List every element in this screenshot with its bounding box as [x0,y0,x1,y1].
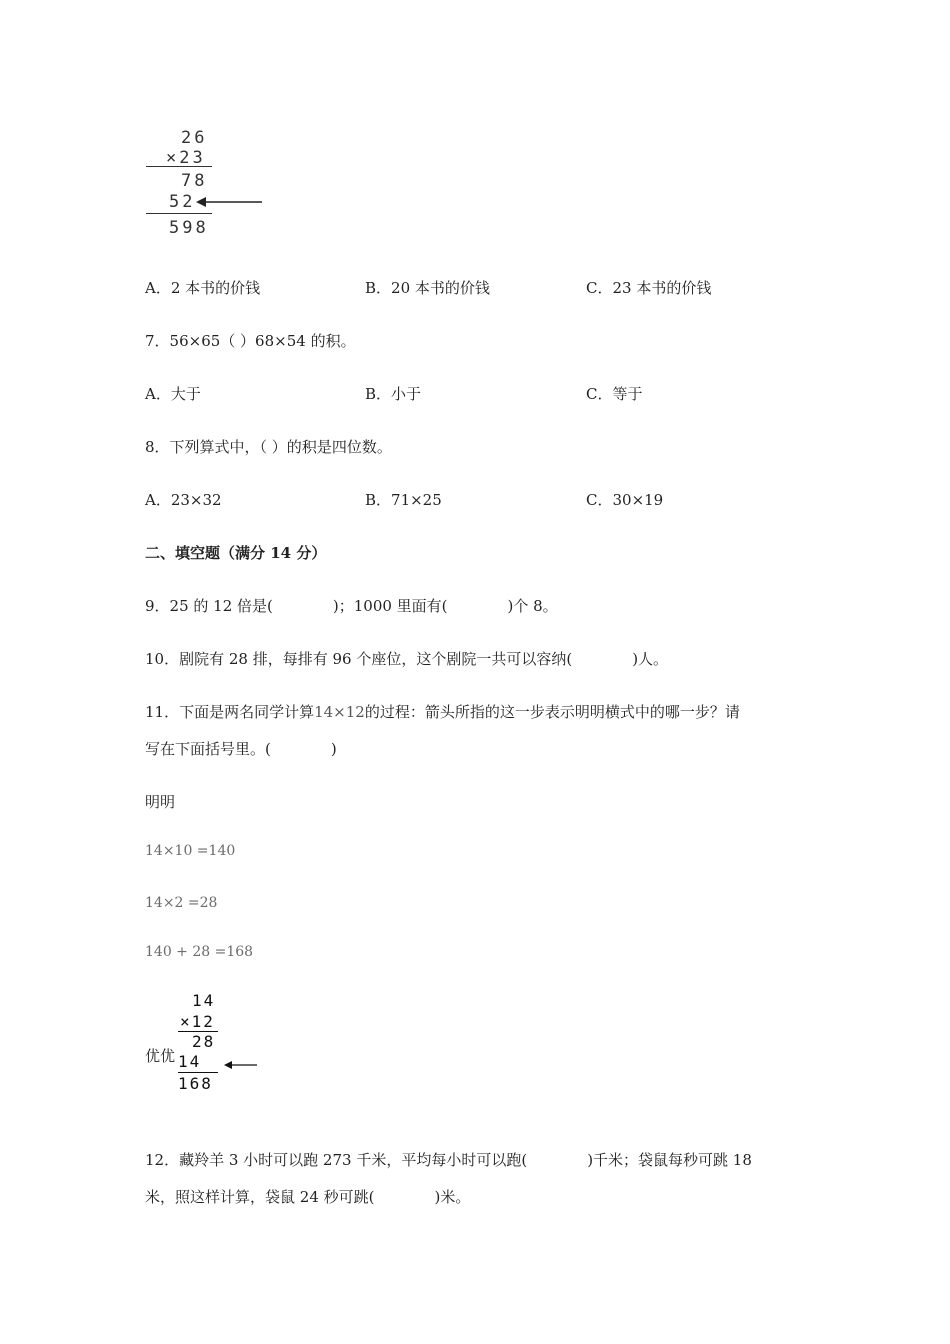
figure-rule-1 [146,166,212,167]
q11-line-2: 写在下面括号里。( ) [145,740,337,758]
arrow-left-icon [196,196,264,208]
q7-option-c[interactable]: C．等于 [586,385,643,403]
q6-option-c[interactable]: C．23 本书的价钱 [586,279,712,297]
figure-row-product: 598 [169,218,209,238]
youyou-row-partial-1: 28 [192,1032,216,1051]
figure-rule-2 [146,213,212,214]
mingming-step-2: 14×2 =28 [145,895,218,911]
student-name-youyou: 优优 [145,1047,176,1065]
figure-row-partial-1: 78 [181,171,208,191]
q8-option-b[interactable]: B．71×25 [365,491,442,509]
student-name-mingming: 明明 [145,793,176,811]
mingming-step-3: 140 + 28 =168 [145,944,254,960]
q7-option-a[interactable]: A．大于 [145,385,201,403]
q11-expression: 14×12 [314,703,365,721]
q8-option-c[interactable]: C．30×19 [586,491,664,509]
q11-prefix: 11．下面是两名同学计算 [145,703,315,721]
arrow-left-icon [224,1060,258,1070]
youyou-row-product: 168 [178,1074,213,1093]
youyou-rule-2 [178,1072,218,1073]
youyou-row-partial-2: 14 [178,1052,202,1071]
figure-row-multiplier: ×23 [166,148,206,168]
q6-option-a[interactable]: A．2 本书的价钱 [145,279,261,297]
youyou-row-multiplicand: 14 [192,991,216,1010]
figure-row-multiplicand: 26 [181,128,208,148]
q7-option-b[interactable]: B．小于 [365,385,422,403]
section-title-fill-in: 二、填空题（满分 14 分） [145,544,327,562]
q7-stem: 7．56×65（ ）68×54 的积。 [145,332,356,350]
youyou-row-multiplier: ×12 [180,1012,215,1031]
q12-line-2: 米，照这样计算，袋鼠 24 秒可跳( )米。 [145,1188,471,1206]
q8-option-a[interactable]: A．23×32 [145,491,222,509]
mingming-step-1: 14×10 =140 [145,843,236,859]
q11-suffix: 的过程：箭头所指的这一步表示明明横式中的哪一步？请 [364,703,740,721]
q9-text: 9．25 的 12 倍是( )；1000 里面有( )个 8。 [145,597,558,615]
figure-row-partial-2: 52 [169,192,196,212]
q10-text: 10．剧院有 28 排，每排有 96 个座位，这个剧院一共可以容纳( )人。 [145,650,669,668]
q6-option-b[interactable]: B．20 本书的价钱 [365,279,490,297]
q11-line-1 [145,702,740,722]
q12-line-1: 12．藏羚羊 3 小时可以跑 273 千米，平均每小时可以跑( )千米；袋鼠每秒可跳 18 [145,1151,752,1169]
q8-stem: 8．下列算式中，（ ）的积是四位数。 [145,438,392,456]
